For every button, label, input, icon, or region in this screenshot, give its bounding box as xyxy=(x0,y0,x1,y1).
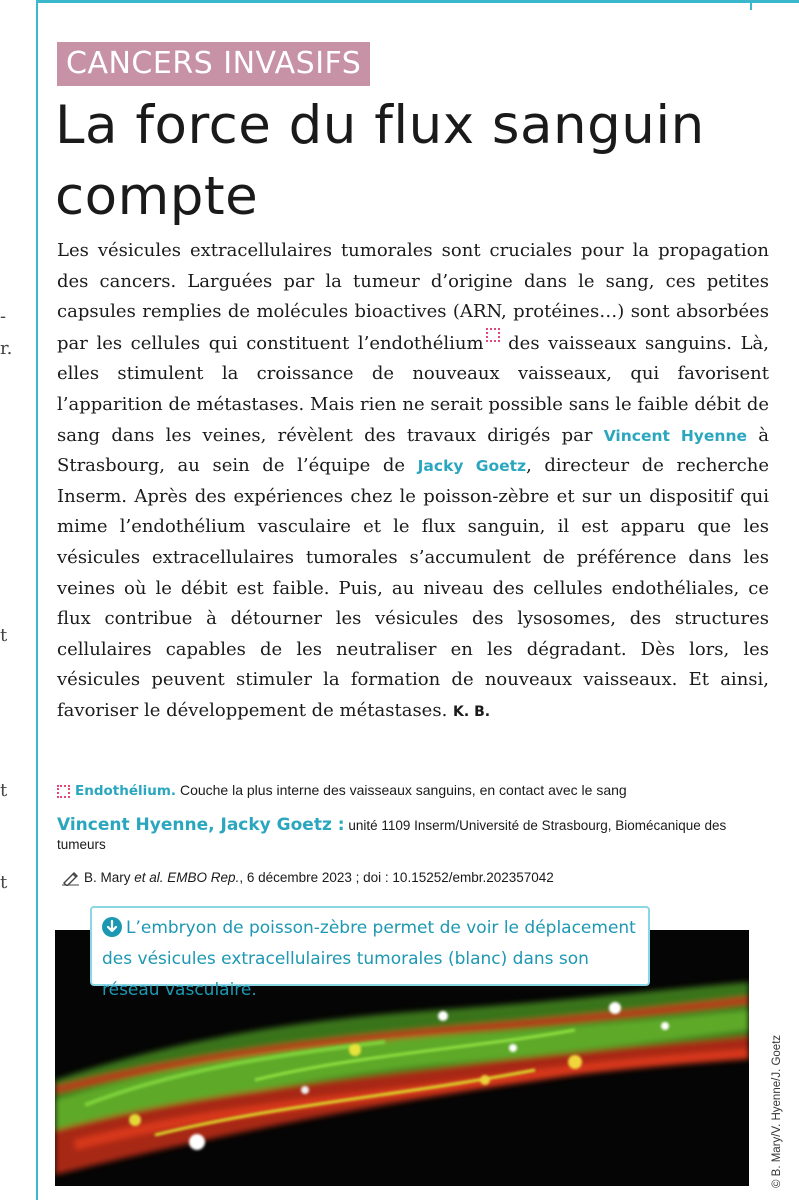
margin-mark: r. xyxy=(0,338,13,359)
column-rule xyxy=(36,0,38,1200)
glossary-definition: Couche la plus interne des vaisseaux sanguins, en contact avec le sang xyxy=(176,782,627,798)
glossary-marker-icon xyxy=(57,785,70,798)
body-text-4: , directeur de recherche Inserm. Après des expériences chez le poisson-zèbre et sur un dispositif qui mime l’endothélium vasculaire et le flux sanguin, il est apparu que les vésicules extracellulaires tumorales s’accumulent de préférence dans les veines où le débit est faible. Puis, au niveau des cellules endothéliales, ce flux contribue à détourner les vésicules des lysosomes, des structures cellulaires capables de les neutraliser en les dégradant. Dès lors, les vésicules peuvent stimuler la formation de nouveaux vaisseaux. Et ainsi, favoriser le développement de métastases. xyxy=(57,455,769,721)
reference-details: , 6 décembre 2023 ; doi : 10.15252/embr.202357042 xyxy=(239,870,554,885)
researcher-name: Vincent Hyenne xyxy=(603,426,747,445)
reference-note xyxy=(62,868,762,888)
body-text-3: à Strasbourg, au sein de l’équipe de xyxy=(57,424,769,477)
photo-credit: © B. Mary/V. Hyenne/J. Goetz xyxy=(771,1034,783,1188)
reference-journal: EMBO Rep. xyxy=(163,870,240,885)
margin-mark: t xyxy=(0,872,8,893)
down-arrow-icon xyxy=(102,917,122,937)
affiliation-text: unité 1109 Inserm/Université de Strasbourg, Biomécanique des tumeurs xyxy=(57,818,727,852)
margin-mark: t xyxy=(0,780,8,801)
article-title: La force du flux sanguin compte xyxy=(55,95,705,227)
affiliation-note xyxy=(57,816,769,854)
reference-authors: B. Mary xyxy=(84,870,135,885)
top-rule xyxy=(36,0,799,3)
author-signature: K. B. xyxy=(453,703,491,720)
glossary-marker-icon xyxy=(486,328,500,342)
right-rule xyxy=(750,0,752,10)
glossary-term: Endothélium. xyxy=(75,783,177,799)
affiliation-names: Vincent Hyenne, Jacky Goetz : xyxy=(57,815,345,835)
researcher-name: Jacky Goetz xyxy=(417,457,527,476)
margin-mark: t xyxy=(0,625,8,646)
caption-text xyxy=(102,913,642,1006)
glossary-note xyxy=(57,780,769,801)
pen-icon xyxy=(62,870,80,886)
section-kicker: CANCERS INVASIFS xyxy=(57,42,370,86)
margin-mark: - xyxy=(0,306,7,327)
reference-etal: et al. xyxy=(134,870,164,885)
figure-caption xyxy=(90,906,650,1000)
article-body xyxy=(57,236,769,728)
caption-content: L’embryon de poisson-zèbre permet de voir le déplacement des vésicules extracellulaires tumorales (blanc) dans son réseau vasculaire. xyxy=(102,918,636,1000)
body-text-2: des vaisseaux sanguins. Là, elles stimulent la croissance de nouveaux vaisseaux, qui favorisent l’apparition de métastases. Mais rien ne serait possible sans le faible débit de sang dans les veines, révèlent des travaux dirigés par xyxy=(57,332,769,446)
body-text-1: Les vésicules extracellulaires tumorales sont cruciales pour la propagation des cancers. Larguées par la tumeur d’origine dans le sang, ces petites capsules remplies de molécules bioactives (ARN, protéines…) sont absorbées par les cellules qui constituent l’endothélium xyxy=(57,240,769,354)
